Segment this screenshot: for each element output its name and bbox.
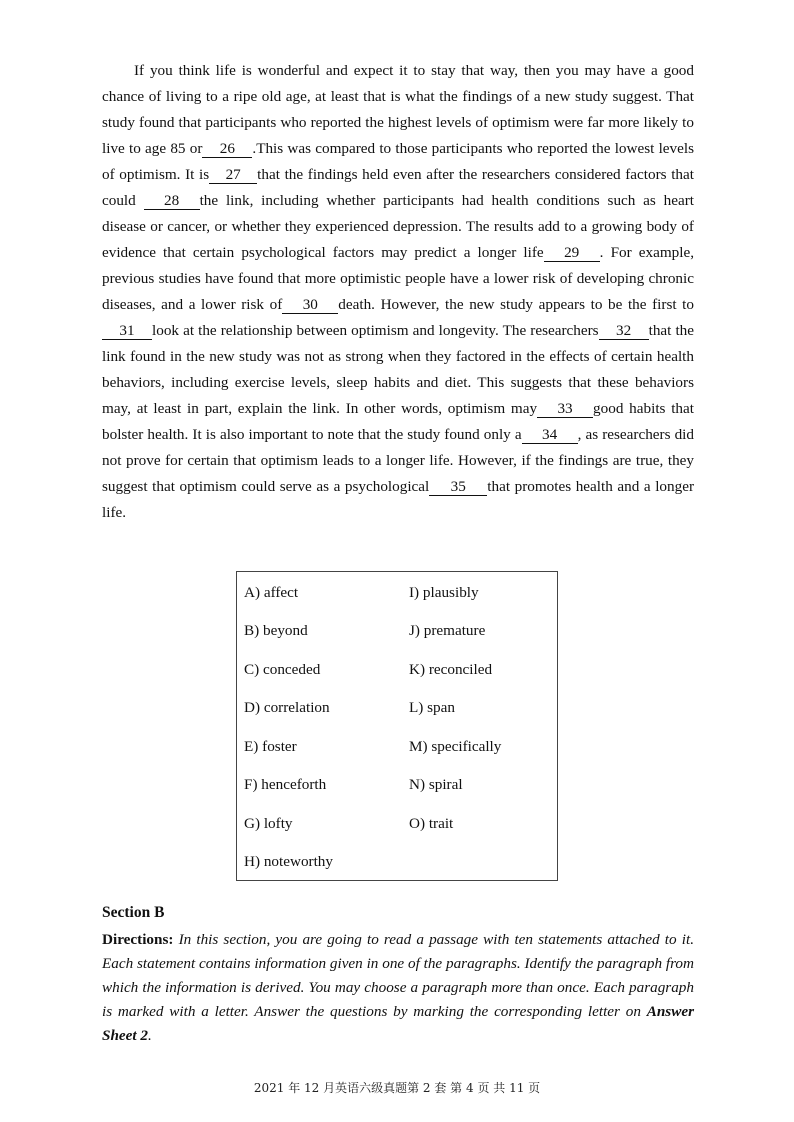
word-option: L) span — [409, 699, 455, 716]
directions-period: . — [148, 1027, 152, 1044]
directions-text: In this section, you are going to read a passage with ten statements attached to it. Each statement contains information given in one of the paragraphs. Identify the paragraph from which the information is derived. You may choose a paragraph more than once. Each paragraph is marked with a letter. Answer the questions by marking the corresponding letter on — [102, 931, 694, 1020]
blank-26: 26 — [202, 140, 252, 158]
blank-28: 28 — [144, 192, 200, 210]
word-option: N) spiral — [409, 776, 463, 793]
passage-segment: death. However, the new study appears to be the first to — [338, 296, 694, 313]
passage-segment: the link, including whether participants had health conditions such as heart disease or cancer, or whether they experienced depression. The results add to a growing body of evidence that certain psychological factors may predict a longer life — [102, 192, 695, 261]
word-option: D) correlation — [244, 699, 330, 716]
passage-segment: good habits that bolster health. It is also important to note that the study found only a — [102, 400, 694, 443]
word-option: J) premature — [409, 622, 486, 639]
passage-segment: that the findings held even after the researchers considered factors that could — [102, 166, 694, 209]
blank-30: 30 — [282, 296, 338, 314]
word-option: H) noteworthy — [244, 853, 333, 870]
page-footer: 2021 年 12 月英语六级真题第 2 套 第 4 页 共 11 页 — [253, 1081, 541, 1095]
word-option: A) affect — [244, 584, 299, 601]
word-bank — [236, 571, 558, 881]
passage-segment: look at the relationship between optimism and longevity. The researchers — [152, 322, 599, 339]
blank-32: 32 — [599, 322, 649, 340]
word-option: K) reconciled — [409, 661, 493, 678]
passage-segment: .This was compared to those participants who reported the lowest levels of optimism. It is — [102, 140, 694, 183]
passage-segment: , as researchers did not prove for certain that optimism leads to a longer life. However, if the findings are true, they suggest that optimism could serve as a psychological — [102, 426, 694, 495]
directions-label: Directions: — [102, 931, 174, 948]
blank-34: 34 — [522, 426, 578, 444]
word-option: E) foster — [244, 738, 297, 755]
word-option: O) trait — [409, 815, 454, 832]
blank-35: 35 — [429, 478, 487, 496]
blank-27: 27 — [209, 166, 257, 184]
directions — [102, 928, 694, 1048]
passage-segment: If you think life is wonderful and expect it to stay that way, then you may have a good chance of living to a ripe old age, at least that is what the findings of a new study suggest. That study found that participants who reported the highest levels of optimism were far more likely to live to age 85 or — [102, 62, 694, 157]
passage — [102, 58, 694, 526]
blank-31: 31 — [102, 322, 152, 340]
passage-segment: . For example, previous studies have found that more optimistic people have a lower risk of developing chronic diseases, and a lower risk of — [102, 244, 694, 313]
word-option: G) lofty — [244, 815, 293, 832]
blank-33: 33 — [537, 400, 593, 418]
word-option: B) beyond — [244, 622, 308, 639]
word-option: C) conceded — [244, 661, 321, 678]
section-title: Section B — [102, 904, 165, 921]
passage-segment: that the link found in the new study was not as strong when they factored in the effects of certain health behaviors, including exercise levels, sleep habits and diet. This suggests that these behaviors may, at least in part, explain the link. In other words, optimism may — [102, 322, 695, 417]
word-option: I) plausibly — [409, 584, 479, 601]
passage-segment: that promotes health and a longer life. — [102, 478, 694, 521]
word-option: F) henceforth — [244, 776, 327, 793]
answer-sheet-ref: Answer Sheet 2 — [102, 1003, 694, 1044]
word-option: M) specifically — [409, 738, 502, 755]
blank-29: 29 — [544, 244, 600, 262]
